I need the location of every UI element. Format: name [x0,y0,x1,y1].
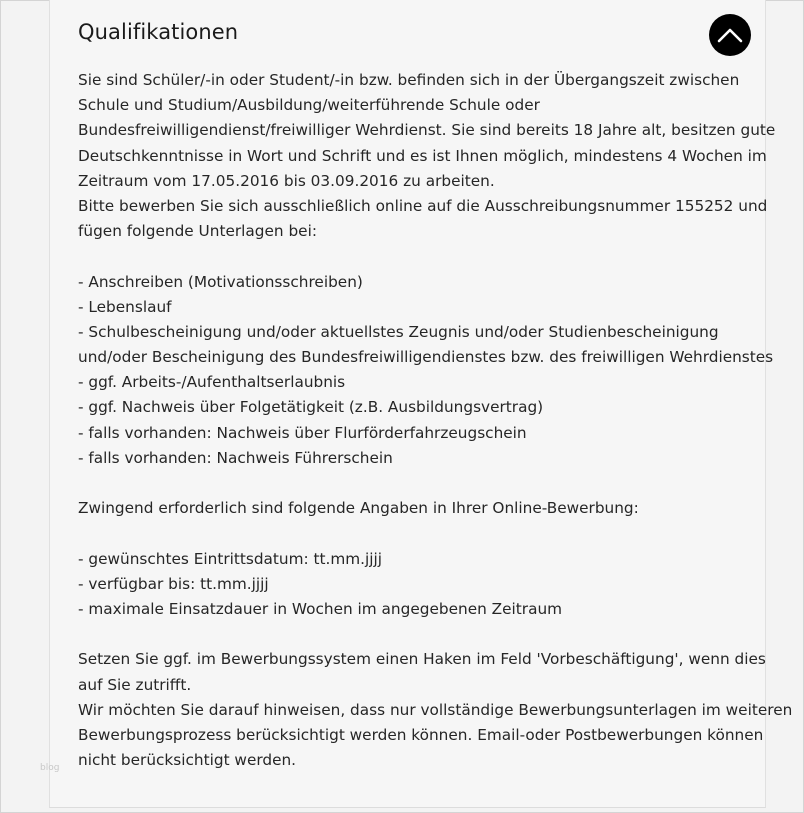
text-line: - ggf. Nachweis über Folgetätigkeit (z.B. Ausbildungsvertrag) [78,398,544,417]
text-line: Setzen Sie ggf. im Bewerbungssystem einen Haken im Feld 'Vorbeschäftigung', wenn dies [78,650,766,669]
text-line: Sie sind Schüler/-in oder Student/-in bzw. befinden sich in der Übergangszeit zwischen [78,71,740,89]
text-line: Schule und Studium/Ausbildung/weiterführende Schule oder [78,96,540,115]
chevron-up-icon [717,27,743,43]
text-line: Bundesfreiwilligendienst/freiwilliger Wehrdienst. Sie sind bereits 18 Jahre alt, besitzen gute [78,121,776,140]
paragraph-gap [78,471,748,496]
text-line: - verfügbar bis: tt.mm.jjjj [78,574,269,593]
collapse-button[interactable] [709,14,751,56]
text-line: Bewerbungsprozess berücksichtigt werden können. Email-oder Postbewerbungen können [78,725,764,744]
text-line: fügen folgende Unterlagen bei: [78,222,317,241]
paragraph-gap [78,521,748,546]
text-line: - Anschreiben (Motivationsschreiben) [78,272,363,291]
text-line: auf Sie zutrifft. [78,675,192,694]
section-content [78,68,793,773]
text-line: - falls vorhanden: Nachweis Führerschein [78,448,393,467]
paragraph-gap [78,244,748,269]
paragraph-gap [78,622,748,647]
text-line: Zwingend erforderlich sind folgende Angaben in Ihrer Online-Bewerbung: [78,499,639,518]
text-line: - ggf. Arbeits-/Aufenthaltserlaubnis [78,373,346,392]
text-line: - falls vorhanden: Nachweis über Flurförderfahrzeugschein [78,423,527,442]
text-line: - Lebenslauf [78,297,172,316]
watermark: blog [40,763,60,773]
text-line: Wir möchten Sie darauf hinweisen, dass nur vollständige Bewerbungsunterlagen im weiteren [78,700,793,719]
section-title: Qualifikationen [78,20,239,44]
text-line: Zeitraum vom 17.05.2016 bis 03.09.2016 zu arbeiten. [78,171,495,190]
text-line: - Schulbescheinigung und/oder aktuellstes Zeugnis und/oder Studienbescheinigung [78,322,719,341]
text-line: und/oder Bescheinigung des Bundesfreiwilligendienstes bzw. des freiwilligen Wehrdienstes [78,348,774,367]
text-line: nicht berücksichtigt werden. [78,751,297,770]
text-line: Deutschkenntnisse in Wort und Schrift und es ist Ihnen möglich, mindestens 4 Wochen im [78,146,767,165]
text-line: - maximale Einsatzdauer in Wochen im angegebenen Zeitraum [78,599,563,618]
text-line: - gewünschtes Eintrittsdatum: tt.mm.jjjj [78,549,383,568]
text-line: Bitte bewerben Sie sich ausschließlich online auf die Ausschreibungsnummer 155252 und [78,196,768,215]
